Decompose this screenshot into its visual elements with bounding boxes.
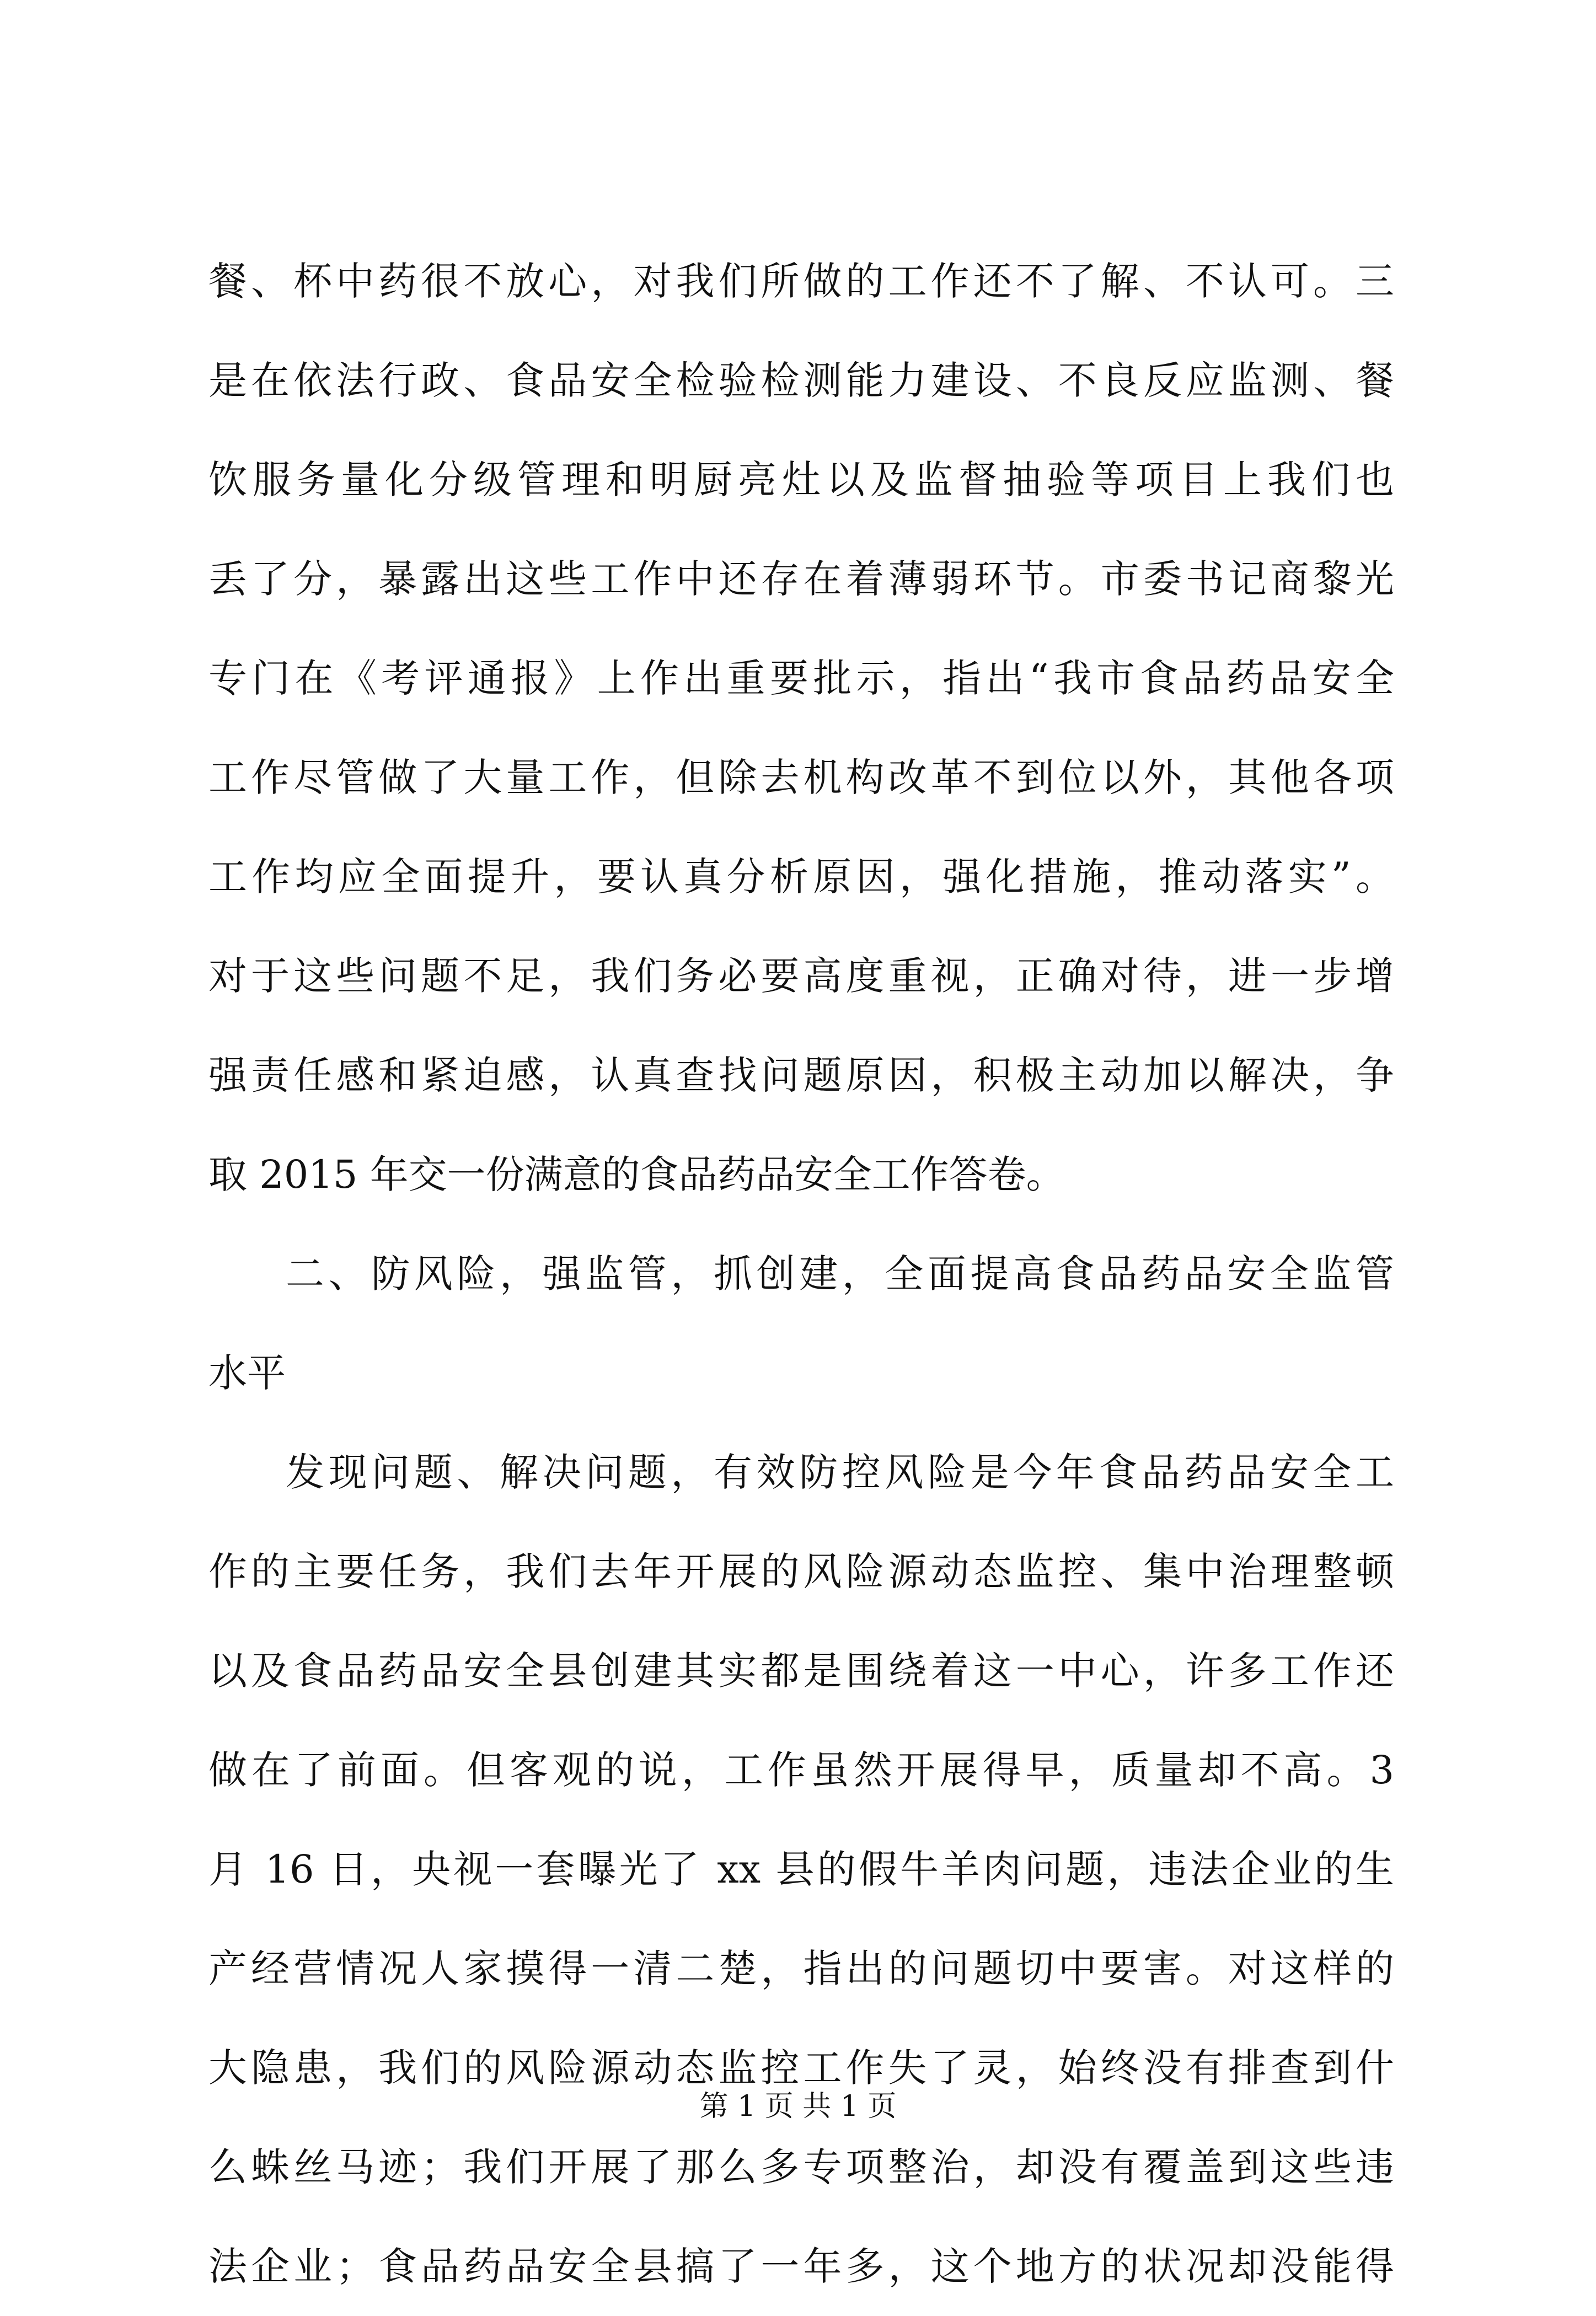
text-line: 作的主要任务，我们去年开展的风险源动态监控、集中治理整顿 (208, 1549, 1394, 1594)
text-line: 工作均应全面提升，要认真分析原因，强化措施，推动落实”。 (208, 854, 1394, 899)
text-line: 专门在《考评通报》上作出重要批示，指出“我市食品药品安全 (208, 656, 1394, 701)
text-line: 以及食品药品安全县创建其实都是围绕着这一中心，许多工作还 (208, 1648, 1394, 1693)
section-heading: 二、防风险，强监管，抓创建，全面提高食品药品安全监管 (286, 1251, 1394, 1296)
text-line: 做在了前面。但客观的说，工作虽然开展得早，质量却不高。3 (208, 1747, 1394, 1793)
text-line: 丢了分，暴露出这些工作中还存在着薄弱环节。市委书记商黎光 (208, 556, 1394, 602)
text-line: 是在依法行政、食品安全检验检测能力建设、不良反应监测、餐 (208, 358, 1394, 403)
text-line: 法企业；食品药品安全县搞了一年多，这个地方的状况却没能得 (208, 2244, 1394, 2289)
section-heading-continuation: 水平 (208, 1350, 286, 1396)
text-line-last: 取 2015 年交一份满意的食品药品安全工作答卷。 (208, 1152, 1065, 1197)
text-line: 么蛛丝马迹；我们开展了那么多专项整治，却没有覆盖到这些违 (208, 2145, 1394, 2190)
page-number-footer: 第 1 页 共 1 页 (699, 2090, 897, 2123)
text-line: 工作尽管做了大量工作，但除去机构改革不到位以外，其他各项 (208, 755, 1394, 800)
text-line: 餐、杯中药很不放心，对我们所做的工作还不了解、不认可。三 (208, 259, 1394, 304)
text-line: 饮服务量化分级管理和明厨亮灶以及监督抽验等项目上我们也 (208, 457, 1394, 502)
text-line: 大隐患，我们的风险源动态监控工作失了灵，始终没有排查到什 (208, 2045, 1394, 2090)
text-line: 对于这些问题不足，我们务必要高度重视，正确对待，进一步增 (208, 953, 1394, 999)
text-line: 月 16 日，央视一套曝光了 xx 县的假牛羊肉问题，违法企业的生 (208, 1847, 1394, 1892)
paragraph-first-line: 发现问题、解决问题，有效防控风险是今年食品药品安全工 (286, 1450, 1394, 1495)
text-line: 强责任感和紧迫感，认真查找问题原因，积极主动加以解决，争 (208, 1053, 1394, 1098)
document-body (208, 232, 1394, 2316)
text-line: 产经营情况人家摸得一清二楚，指出的问题切中要害。对这样的 (208, 1946, 1394, 1991)
